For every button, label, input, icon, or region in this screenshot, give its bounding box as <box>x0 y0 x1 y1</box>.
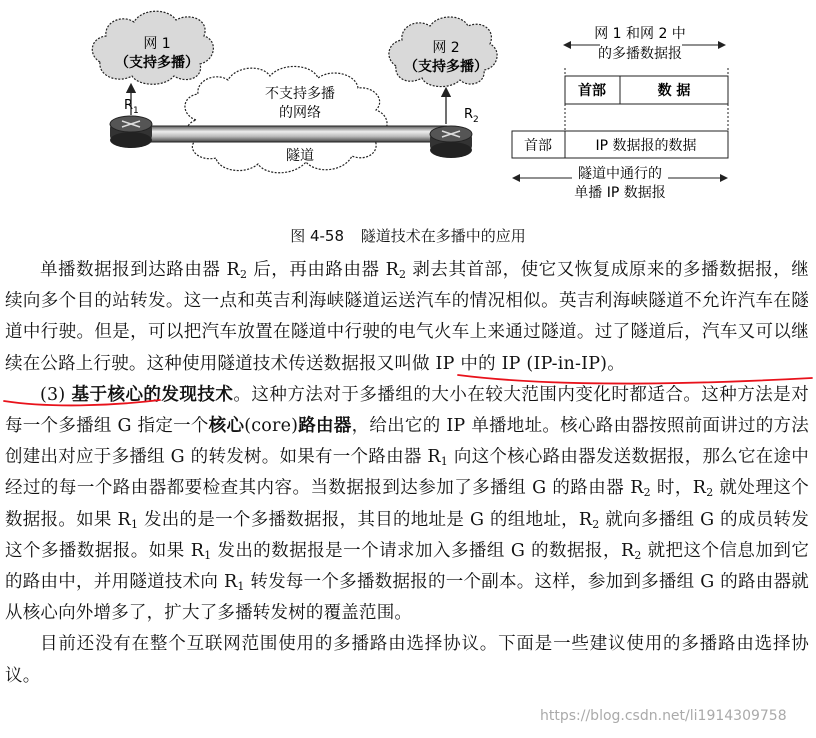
outer-header-label: 首部 <box>524 138 552 154</box>
para2-s3: 2 <box>706 486 714 500</box>
para2-t9: 发出的数据报是一个请求加入多播组 G 的数据报，R <box>211 540 635 561</box>
para2-heading: 基于核心的发现技术 <box>71 384 234 405</box>
para2-s1: 1 <box>440 455 448 469</box>
para2-t1: 。这种方法对于多播组的大小在较大范围内变化时都适合。这种方法是对每一个多播组 G 指定一个 <box>5 384 809 437</box>
para1-sub-a: 2 <box>239 268 248 281</box>
tunnel-diagram <box>0 0 816 225</box>
para2-s5: 2 <box>592 517 600 531</box>
para2-t3: ，给出它的 IP 单播地址。核心路由器按照前面讲过的方法创建出对应于多播组 G 的转发树。如果有一个路由器 R <box>5 416 809 468</box>
para2-t11: 转发每一个多播数据报的一个副本。这样，参加到多播组 G 的路由器就从核心向外增多了，扩大了多播转发树的覆盖范围。 <box>5 572 809 624</box>
paragraph-protocols: 目前还没有在整个互联网范围使用的多播路由选择协议。下面是一些建议使用的多播路由选择协议。 <box>5 634 809 686</box>
tunnel-figure <box>0 0 816 225</box>
tunnel-label: 隧道 <box>286 148 314 164</box>
net1-label: 网 1 <box>143 36 171 52</box>
top-note-line1: 网 1 和网 2 中 <box>594 26 686 42</box>
figure-number: 图 4-58 <box>290 227 344 245</box>
router-r1-label: $R_1$ <box>124 98 139 116</box>
para2-s2: 2 <box>643 486 651 500</box>
para1-text-c: 剥去其首部，使它又恢复成原来的多播数据报，继续向多个目的站转发。这一点和英吉利海峡隧道运送汽车的情况相似。英吉利海峡隧道不允许汽车在隧道中行驶。但是，可以把汽车放置在隧道中行驶的电气火车上来通过隧道。过了隧道后，汽车又可以继续在公路上行驶。这种使用隧道技术传送数据报又叫做 IP 中的 IP (IP-in-IP)。 <box>5 260 809 374</box>
para1-sub-b: 2 <box>399 268 407 281</box>
para2-s6: 1 <box>204 548 212 562</box>
para1-text-b: 后，再由路由器 R <box>247 260 400 280</box>
watermark: https://blog.csdn.net/li1914309758 <box>540 708 787 724</box>
inner-data-label: 数 据 <box>657 83 691 99</box>
para2-t5: 时，R <box>650 478 707 499</box>
figure-title: 隧道技术在多播中的应用 <box>360 227 526 245</box>
para2-core: 核心 <box>208 416 245 437</box>
non-multicast-label: 不支持多播 <box>265 86 335 102</box>
para2-t4: 向这个核心路由器发送数据报，那么它在途中经过的每一个路由器都要检查其内容。当数据报到达参加了多播组 G 的路由器 R <box>5 447 809 499</box>
paragraph-tunnel-explanation <box>5 255 809 380</box>
body-text <box>5 255 809 692</box>
net2-label: 网 2 <box>432 40 460 56</box>
para2-router: 路由器 <box>298 416 352 437</box>
router-r1 <box>110 116 152 148</box>
para2-t8: 就向多播组 G 的成员转发这个多播数据报。如果 R <box>5 509 809 561</box>
figure-caption <box>0 225 816 246</box>
outer-data-label: IP 数据报的数据 <box>595 138 697 154</box>
para2-s8: 1 <box>237 580 245 594</box>
bottom-note-line1: 隧道中通行的 <box>578 166 662 182</box>
net1-sub-label: （支持多播） <box>115 55 199 71</box>
para2-t2: (core) <box>244 416 299 437</box>
router-r2 <box>430 126 472 158</box>
para2-t7: 发出的是一个多播数据报，其目的地址是 G 的组地址，R <box>138 509 593 530</box>
tunnel-pipe <box>150 126 450 142</box>
para1-text-a: 单播数据报到达路由器 R <box>40 260 240 280</box>
paragraph-core-based <box>5 380 809 630</box>
para2-t10: 就把这个信息加到它的路由中，并用隧道技术向 R <box>5 540 810 593</box>
para2-s7: 2 <box>634 548 642 562</box>
para2-t6: 就处理这个数据报。如果 R <box>5 478 809 530</box>
bottom-note-line2: 单播 IP 数据报 <box>574 185 666 201</box>
inner-header-label: 首部 <box>578 83 606 99</box>
non-multicast-sub-label: 的网络 <box>279 105 321 121</box>
router-r2-label: $R_2$ <box>464 107 479 125</box>
top-note-line2: 的多播数据报 <box>598 46 682 62</box>
para2-number: (3) <box>40 384 72 405</box>
net2-sub-label: （支持多播） <box>404 59 488 75</box>
para2-s4: 1 <box>130 517 139 531</box>
